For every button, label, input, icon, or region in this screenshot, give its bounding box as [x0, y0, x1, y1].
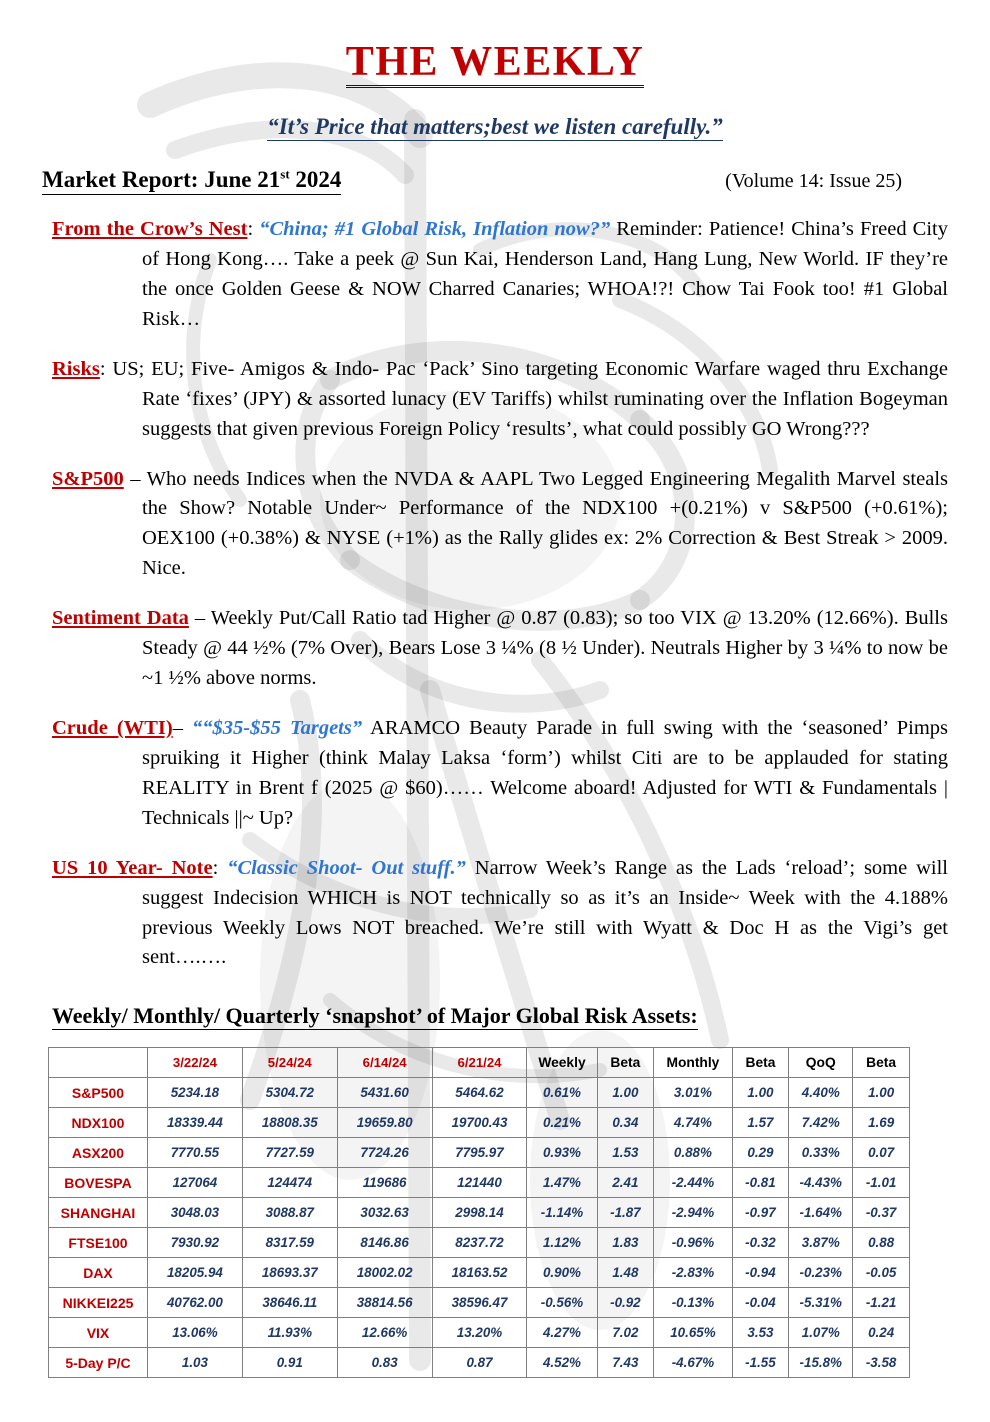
cell-value: -0.92	[597, 1288, 654, 1318]
snapshot-table-body	[49, 1078, 910, 1378]
section-risks	[42, 355, 948, 445]
cell-value: -4.43%	[789, 1168, 853, 1198]
cell-value: 0.34	[597, 1108, 654, 1138]
table-row	[49, 1108, 910, 1138]
header-cell-qoq: QoQ	[789, 1048, 853, 1078]
cell-value: 38814.56	[337, 1288, 432, 1318]
cell-value: 7724.26	[337, 1138, 432, 1168]
row-label: ASX200	[49, 1138, 148, 1168]
cell-value: 3048.03	[147, 1198, 242, 1228]
section-separator: :	[212, 856, 228, 879]
masthead	[42, 0, 948, 88]
cell-value: 4.27%	[527, 1318, 597, 1348]
volume-issue: (Volume 14: Issue 25)	[725, 170, 902, 193]
cell-value: 3.87%	[789, 1228, 853, 1258]
cell-value: -0.94	[732, 1258, 789, 1288]
cell-value: -1.14%	[527, 1198, 597, 1228]
cell-value: 5431.60	[337, 1078, 432, 1108]
report-title-ordinal: st	[280, 166, 290, 182]
cell-value: -0.32	[732, 1228, 789, 1258]
section-separator: :	[247, 218, 260, 241]
section-heading: S&P500	[52, 467, 124, 490]
cell-value: 0.33%	[789, 1138, 853, 1168]
cell-value: 7727.59	[242, 1138, 337, 1168]
row-label: NDX100	[49, 1108, 148, 1138]
cell-value: 8146.86	[337, 1228, 432, 1258]
section-crows-nest	[42, 215, 948, 335]
cell-value: 1.00	[597, 1078, 654, 1108]
cell-value: 13.20%	[432, 1318, 527, 1348]
page-title: THE WEEKLY	[346, 40, 645, 88]
cell-value: 10.65%	[654, 1318, 732, 1348]
header-cell-beta-monthly: Beta	[732, 1048, 789, 1078]
table-header-row	[49, 1048, 910, 1078]
cell-value: 7.43	[597, 1348, 654, 1378]
row-label: NIKKEI225	[49, 1288, 148, 1318]
cell-value: 5234.18	[147, 1078, 242, 1108]
cell-value: -0.37	[853, 1198, 910, 1228]
cell-value: 0.88	[853, 1228, 910, 1258]
tagline: “It’s Price that matters;best we listen carefully.”	[267, 114, 723, 140]
cell-value: 7930.92	[147, 1228, 242, 1258]
cell-value: 5464.62	[432, 1078, 527, 1108]
row-label: SHANGHAI	[49, 1198, 148, 1228]
cell-value: -2.83%	[654, 1258, 732, 1288]
cell-value: 0.07	[853, 1138, 910, 1168]
cell-value: -4.67%	[654, 1348, 732, 1378]
cell-value: 18693.37	[242, 1258, 337, 1288]
cell-value: 7.42%	[789, 1108, 853, 1138]
section-separator: –	[188, 607, 211, 630]
snapshot-table-title	[42, 1003, 948, 1029]
cell-value: 1.48	[597, 1258, 654, 1288]
cell-value: -0.23%	[789, 1258, 853, 1288]
section-heading: Crude (WTI)	[52, 717, 173, 739]
cell-value: 119686	[337, 1168, 432, 1198]
cell-value: 18002.02	[337, 1258, 432, 1288]
section-body: ARAMCO Beauty Parade in full swing with the ‘seasoned’ Pimps spruiking it Higher (think Malay Laksa ‘form’) whilst Citi are to be applauded for stating REALITY in Brent f (2025 @ $60)…… Welcome aboard! Adjusted for WTI & Fundamentals | Technicals ||~ Up?	[142, 717, 949, 829]
table-row	[49, 1258, 910, 1288]
cell-value: 18163.52	[432, 1258, 527, 1288]
cell-value: 18808.35	[242, 1108, 337, 1138]
section-separator: –	[123, 467, 147, 490]
section-us-10-year-note	[42, 854, 948, 974]
section-body: Narrow Week’s Range as the Lads ‘reload’; some will suggest Indecision WHICH is NOT technically so as it’s an Inside~ Week with the 4.188% previous Weekly Lows NOT breached. We’re still with Wyatt & Doc H as the Vigi’s get sent….….	[142, 856, 948, 969]
cell-value: -0.97	[732, 1198, 789, 1228]
cell-value: -0.96%	[654, 1228, 732, 1258]
cell-value: 11.93%	[242, 1318, 337, 1348]
cell-value: 3032.63	[337, 1198, 432, 1228]
cell-value: 0.93%	[527, 1138, 597, 1168]
section-heading: US 10 Year- Note	[52, 856, 213, 879]
section-body: US; EU; Five- Amigos & Indo- Pac ‘Pack’ Sino targeting Economic Warfare waged thru Exchange Rate ‘fixes’ (JPY) & assorted lunacy (EV Tariffs) whilst ruminating over the Inflation Bogeyman suggests that given previous Foreign Policy ‘results’, what could possibly GO Wrong???	[112, 357, 948, 440]
cell-value: 127064	[147, 1168, 242, 1198]
header-cell-date-1: 3/22/24	[147, 1048, 242, 1078]
row-label: S&P500	[49, 1078, 148, 1108]
cell-value: 0.90%	[527, 1258, 597, 1288]
cell-value: 1.12%	[527, 1228, 597, 1258]
cell-value: 0.61%	[527, 1078, 597, 1108]
table-row	[49, 1198, 910, 1228]
cell-value: -0.56%	[527, 1288, 597, 1318]
row-label: 5-Day P/C	[49, 1348, 148, 1378]
cell-value: 0.91	[242, 1348, 337, 1378]
snapshot-table-head	[49, 1048, 910, 1078]
cell-value: 8237.72	[432, 1228, 527, 1258]
section-body: Reminder: Patience! China’s Freed City of Hong Kong…. Take a peek @ Sun Kai, Henderson Land, Hang Lung, New World. IF they’re the once Golden Geese & NOW Charred Canaries; WHOA!?! Chow Tai Fook too! #1 Global Risk…	[142, 218, 948, 330]
cell-value: 18339.44	[147, 1108, 242, 1138]
cell-value: 2.41	[597, 1168, 654, 1198]
cell-value: -2.44%	[654, 1168, 732, 1198]
cell-value: 1.83	[597, 1228, 654, 1258]
cell-value: 1.07%	[789, 1318, 853, 1348]
cell-value: 3.01%	[654, 1078, 732, 1108]
section-quote: ““$35-$55 Targets”	[192, 717, 363, 739]
row-label: VIX	[49, 1318, 148, 1348]
cell-value: 8317.59	[242, 1228, 337, 1258]
section-separator: :	[99, 357, 113, 380]
table-row	[49, 1348, 910, 1378]
cell-value: 13.06%	[147, 1318, 242, 1348]
cell-value: 3.53	[732, 1318, 789, 1348]
cell-value: 18205.94	[147, 1258, 242, 1288]
report-title-main: Market Report: June 21	[42, 167, 281, 193]
cell-value: -1.64%	[789, 1198, 853, 1228]
cell-value: 7795.97	[432, 1138, 527, 1168]
cell-value: 5304.72	[242, 1078, 337, 1108]
cell-value: -1.21	[853, 1288, 910, 1318]
report-title	[42, 167, 341, 195]
section-body: Who needs Indices when the NVDA & AAPL Two Legged Engineering Megalith Marvel steals the Show? Notable Under~ Performance of the NDX100 +(0.21%) v S&P500 (+0.61%); OEX100 (+0.38%) & NYSE (+1%) as the Rally glides ex: 2% Correction & Best Streak > 2009. Nice.	[142, 467, 948, 580]
cell-value: 121440	[432, 1168, 527, 1198]
cell-value: 0.83	[337, 1348, 432, 1378]
cell-value: 7.02	[597, 1318, 654, 1348]
cell-value: -0.13%	[654, 1288, 732, 1318]
cell-value: 0.24	[853, 1318, 910, 1348]
table-row	[49, 1168, 910, 1198]
cell-value: -1.55	[732, 1348, 789, 1378]
section-separator: –	[172, 717, 193, 739]
header-cell-beta-qoq: Beta	[853, 1048, 910, 1078]
section-body: Weekly Put/Call Ratio tad Higher @ 0.87 (0.83); so too VIX @ 13.20% (12.66%). Bulls Steady @ 44 ½% (7% Over), Bears Lose 3 ¼% (8 ½ Under). Neutrals Higher by 3 ¼% to now be ~1 ½% above norms.	[142, 607, 948, 690]
cell-value: -1.01	[853, 1168, 910, 1198]
header-cell-monthly: Monthly	[654, 1048, 732, 1078]
table-row	[49, 1318, 910, 1348]
cell-value: -5.31%	[789, 1288, 853, 1318]
header-cell-date-3: 6/14/24	[337, 1048, 432, 1078]
header-cell-weekly: Weekly	[527, 1048, 597, 1078]
row-label: BOVESPA	[49, 1168, 148, 1198]
cell-value: 4.52%	[527, 1348, 597, 1378]
cell-value: -15.8%	[789, 1348, 853, 1378]
cell-value: 4.74%	[654, 1108, 732, 1138]
cell-value: 19700.43	[432, 1108, 527, 1138]
section-heading: Risks	[52, 357, 100, 380]
cell-value: 38596.47	[432, 1288, 527, 1318]
snapshot-table	[48, 1047, 910, 1378]
cell-value: 3088.87	[242, 1198, 337, 1228]
header-cell-beta-weekly: Beta	[597, 1048, 654, 1078]
cell-value: 1.03	[147, 1348, 242, 1378]
cell-value: 0.88%	[654, 1138, 732, 1168]
section-sentiment-data	[42, 604, 948, 694]
cell-value: 2998.14	[432, 1198, 527, 1228]
table-row	[49, 1078, 910, 1108]
cell-value: -3.58	[853, 1348, 910, 1378]
cell-value: 19659.80	[337, 1108, 432, 1138]
cell-value: -1.87	[597, 1198, 654, 1228]
cell-value: 12.66%	[337, 1318, 432, 1348]
cell-value: 4.40%	[789, 1078, 853, 1108]
section-sp500	[42, 465, 948, 585]
header-cell-blank	[49, 1048, 148, 1078]
section-quote: “Classic Shoot- Out stuff.”	[227, 856, 466, 879]
header-cell-date-2: 5/24/24	[242, 1048, 337, 1078]
section-heading: From the Crow’s Nest	[52, 218, 248, 241]
cell-value: 1.47%	[527, 1168, 597, 1198]
tagline-wrap	[42, 114, 948, 141]
cell-value: 1.57	[732, 1108, 789, 1138]
cell-value: 0.87	[432, 1348, 527, 1378]
cell-value: 40762.00	[147, 1288, 242, 1318]
cell-value: -2.94%	[654, 1198, 732, 1228]
table-row	[49, 1288, 910, 1318]
cell-value: 1.00	[732, 1078, 789, 1108]
cell-value: -0.04	[732, 1288, 789, 1318]
section-crude-wti	[42, 714, 948, 834]
cell-value: 38646.11	[242, 1288, 337, 1318]
cell-value: 124474	[242, 1168, 337, 1198]
section-quote: “China; #1 Global Risk, Inflation now?”	[259, 218, 611, 241]
report-title-year: 2024	[289, 167, 342, 193]
section-heading: Sentiment Data	[52, 607, 189, 630]
cell-value: 1.00	[853, 1078, 910, 1108]
row-label: DAX	[49, 1258, 148, 1288]
cell-value: 7770.55	[147, 1138, 242, 1168]
cell-value: 0.21%	[527, 1108, 597, 1138]
snapshot-table-title-text: Weekly/ Monthly/ Quarterly ‘snapshot’ of Major Global Risk Assets:	[52, 1003, 698, 1029]
cell-value: -0.81	[732, 1168, 789, 1198]
cell-value: 0.29	[732, 1138, 789, 1168]
row-label: FTSE100	[49, 1228, 148, 1258]
report-line	[42, 167, 948, 195]
header-cell-date-4: 6/21/24	[432, 1048, 527, 1078]
cell-value: 1.69	[853, 1108, 910, 1138]
table-row	[49, 1228, 910, 1258]
cell-value: -0.05	[853, 1258, 910, 1288]
cell-value: 1.53	[597, 1138, 654, 1168]
table-row	[49, 1138, 910, 1168]
